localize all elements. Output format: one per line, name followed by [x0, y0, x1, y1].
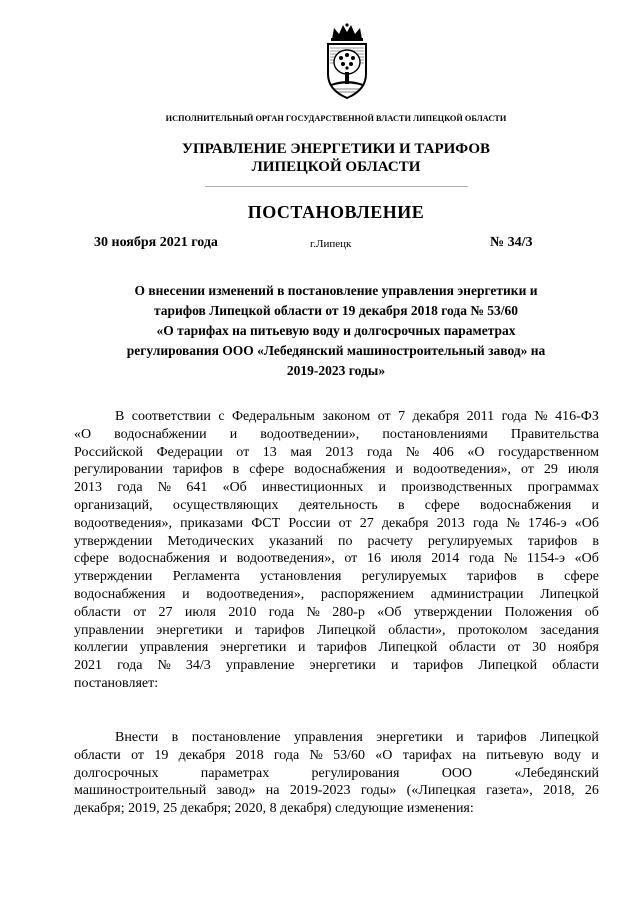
paragraph-line: водоснабжения и водоотведения», распоряжением администрации Липецкой	[74, 586, 599, 602]
subject-line: регулирования ООО «Лебедянский машиностроительный завод» на	[126, 343, 546, 358]
decree-subject	[74, 281, 598, 381]
document-number: № 34/3	[490, 235, 533, 250]
document-type-title: ПОСТАНОВЛЕНИЕ	[247, 202, 425, 222]
subject-line: О внесении изменений в постановление управления энергетики и	[134, 283, 538, 298]
paragraph-line: области от 27 июля 2010 года № 280-р «Об утверждении Положения об	[74, 604, 599, 620]
paragraph-line: машиностроительный завод» на 2019-2023 годы» («Липецкая газета», 2018, 26	[74, 783, 599, 799]
paragraph-line: сфере водоснабжения и водоотведения», от 16 июля 2014 года № 1154-э «Об	[74, 551, 599, 567]
paragraph-line: утверждении Регламента установления регулируемых тарифов в сфере	[74, 569, 599, 585]
paragraph-line: регулировании тарифов в сфере водоснабжения и водоотведения», от 29 июля	[74, 462, 599, 478]
subject-line: «О тарифах на питьевую воду и долгосрочных параметрах	[156, 323, 516, 338]
paragraph-line: организаций, осуществляющих деятельность в сфере водоснабжения и	[74, 497, 599, 513]
paragraph-line: В соответствии с Федеральным законом от 7 декабря 2011 года № 416-ФЗ	[115, 409, 599, 424]
paragraph-line: управлении энергетики и тарифов Липецкой области», протоколом заседания	[74, 622, 599, 638]
document-city: г.Липецк	[310, 238, 352, 250]
paragraph-line: водоотведения», приказами ФСТ России от 27 декабря 2013 года № 1746-э «Об	[74, 515, 599, 531]
subject-line: тарифов Липецкой области от 19 декабря 2018 года № 53/60	[153, 303, 519, 318]
header-divider	[205, 186, 468, 187]
document-date: 30 ноября 2021 года	[94, 235, 218, 250]
paragraph-line: долгосрочных параметрах регулирования ООО «Лебедянский	[74, 765, 599, 781]
paragraph-line: области от 19 декабря 2018 года № 53/60 «О тарифах на питьевую воду и	[74, 747, 599, 763]
paragraph-line: утверждении Методических указаний по расчету регулируемых тарифов в	[74, 533, 599, 549]
paragraph-line: декабря; 2019, 25 декабря; 2020, 8 декабря) следующие изменения:	[74, 801, 474, 817]
paragraph-line: 2013 года № 641 «Об инвестиционных и производственных программах	[74, 480, 599, 496]
paragraph-line: «О водоснабжении и водоотведении», постановлениями Правительства	[74, 426, 599, 442]
subject-line: 2019-2023 годы»	[286, 363, 386, 378]
paragraph-line: Российской Федерации от 13 мая 2013 года № 406 «О государственном	[74, 444, 599, 460]
coat-of-arms-icon	[322, 22, 372, 100]
preamble-paragraph	[74, 408, 599, 693]
resolution-paragraph	[74, 729, 599, 818]
paragraph-line: коллегии управления энергетики и тарифов Липецкой области от 30 ноября	[74, 640, 599, 656]
paragraph-line: Внести в постановление управления энергетики и тарифов Липецкой	[115, 730, 599, 745]
department-name-line-2: ЛИПЕЦКОЙ ОБЛАСТИ	[251, 159, 421, 175]
paragraph-line: 2021 года № 34/3 управление энергетики и тарифов Липецкой области	[74, 658, 599, 674]
issuing-authority: ИСПОЛНИТЕЛЬНЫЙ ОРГАН ГОСУДАРСТВЕННОЙ ВЛАСТИ ЛИПЕЦКОЙ ОБЛАСТИ	[165, 114, 507, 123]
paragraph-line: постановляет:	[74, 675, 159, 691]
department-name-line-1: УПРАВЛЕНИЕ ЭНЕРГЕТИКИ И ТАРИФОВ	[181, 141, 491, 157]
